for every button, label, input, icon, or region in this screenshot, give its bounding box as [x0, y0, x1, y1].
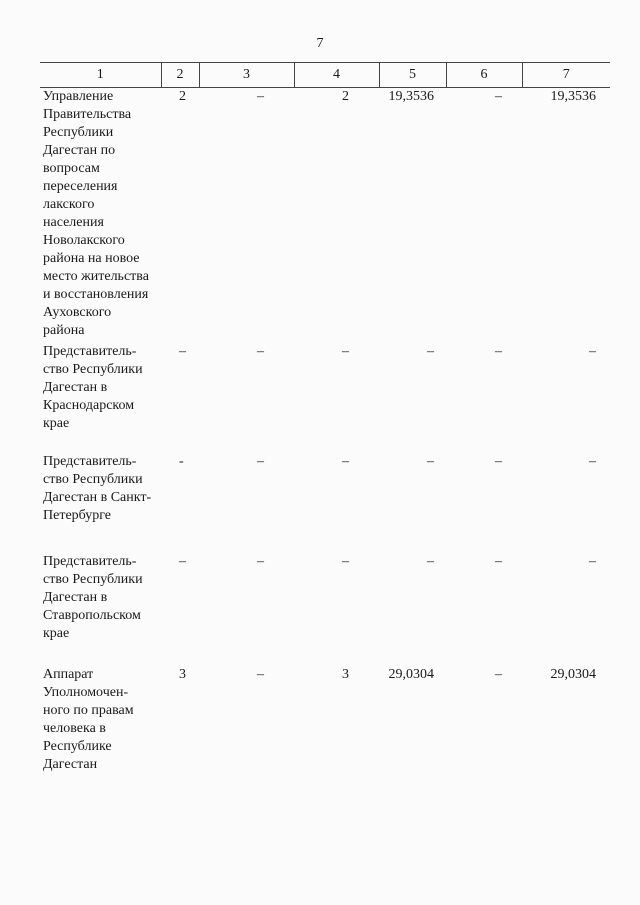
column-header-2: 2 — [161, 63, 199, 88]
column-header-7: 7 — [522, 63, 610, 88]
organization-name-line: ство Республики — [43, 362, 143, 377]
cell-col-3: – — [257, 89, 264, 104]
organization-name-line: населения — [43, 215, 104, 230]
cell-col-4: – — [342, 454, 349, 469]
organization-name — [40, 343, 161, 453]
cell-col-6: – — [495, 344, 502, 359]
organization-name-line: Краснодарском — [43, 398, 135, 413]
column-header-3: 3 — [199, 63, 294, 88]
organization-name-line: Представитель- — [43, 344, 137, 359]
organization-name-line: Представитель- — [43, 454, 137, 469]
table-body — [40, 88, 610, 777]
organization-name-line: Петербурге — [43, 508, 112, 523]
organization-name-line: крае — [43, 626, 70, 641]
cell-col-5: – — [427, 554, 434, 569]
cell-col-6: – — [495, 554, 502, 569]
cell-col-3: – — [257, 667, 264, 682]
cell-col-7: – — [589, 454, 596, 469]
page-number: 7 — [316, 36, 324, 51]
organization-name-line: Дагестан — [43, 757, 98, 772]
organization-name — [40, 666, 161, 776]
organization-name — [40, 88, 161, 344]
cell-col-2: – — [179, 344, 186, 359]
organization-name-line: вопросам — [43, 161, 100, 176]
table-row — [40, 453, 610, 553]
cell-col-5: – — [427, 454, 434, 469]
cell-col-3: – — [257, 554, 264, 569]
cell-col-6: – — [495, 89, 502, 104]
cell-col-7: 19,3536 — [550, 89, 596, 104]
organization-name-line: Правительства — [43, 107, 132, 122]
cell-col-6: – — [495, 667, 502, 682]
organization-name-line: Управление — [43, 89, 114, 104]
cell-col-2: 3 — [179, 667, 186, 682]
organization-name — [40, 553, 161, 666]
table-row — [40, 88, 610, 344]
organization-name-line: Республике — [43, 739, 112, 754]
organization-name-line: Республики — [43, 125, 114, 140]
organization-name-line: Дагестан в Санкт- — [43, 490, 152, 505]
column-header-1: 1 — [40, 63, 161, 88]
organization-name-line: человека в — [43, 721, 106, 736]
organization-name-line: Дагестан по — [43, 143, 116, 158]
organization-name-line: Аппарат — [43, 667, 94, 682]
cell-col-4: – — [342, 344, 349, 359]
cell-col-5: 29,0304 — [388, 667, 434, 682]
organization-name-line: Ставропольском — [43, 608, 141, 623]
organization-name-line: Новолакского — [43, 233, 125, 248]
cell-col-7: 29,0304 — [550, 667, 596, 682]
organization-name-line: Представитель- — [43, 554, 137, 569]
cell-col-4: 3 — [342, 667, 349, 682]
organization-name-line: ного по правам — [43, 703, 134, 718]
organization-name-line: Ауховского — [43, 305, 112, 320]
cell-col-2: – — [179, 554, 186, 569]
cell-col-4: – — [342, 554, 349, 569]
table-header — [40, 63, 610, 88]
cell-col-4: 2 — [342, 89, 349, 104]
organization-name-line: лакского — [43, 197, 95, 212]
organization-name-line: района на новое — [43, 251, 140, 266]
header-row — [40, 63, 610, 88]
cell-col-2: 2 — [179, 89, 186, 104]
organization-name-line: ство Республики — [43, 572, 143, 587]
column-header-4: 4 — [294, 63, 379, 88]
cell-col-7: – — [589, 344, 596, 359]
cell-col-3: – — [257, 454, 264, 469]
organization-name — [40, 453, 161, 553]
organization-name-line: Уполномочен- — [43, 685, 129, 700]
table-row — [40, 343, 610, 453]
cell-col-3: – — [257, 344, 264, 359]
organization-name-line: и восстановления — [43, 287, 149, 302]
cell-col-7: – — [589, 554, 596, 569]
table-row — [40, 553, 610, 666]
cell-col-2: - — [179, 454, 184, 469]
column-header-6: 6 — [446, 63, 522, 88]
organization-name-line: Дагестан в — [43, 590, 108, 605]
cell-col-5: 19,3536 — [388, 89, 434, 104]
organization-name-line: района — [43, 323, 85, 338]
organization-name-line: крае — [43, 416, 70, 431]
organization-name-line: ство Республики — [43, 472, 143, 487]
organization-name-line: переселения — [43, 179, 118, 194]
budget-table — [40, 62, 610, 776]
organization-name-line: место жительства — [43, 269, 149, 284]
organization-name-line: Дагестан в — [43, 380, 108, 395]
column-header-5: 5 — [379, 63, 446, 88]
table-row — [40, 666, 610, 776]
cell-col-6: – — [495, 454, 502, 469]
cell-col-5: – — [427, 344, 434, 359]
